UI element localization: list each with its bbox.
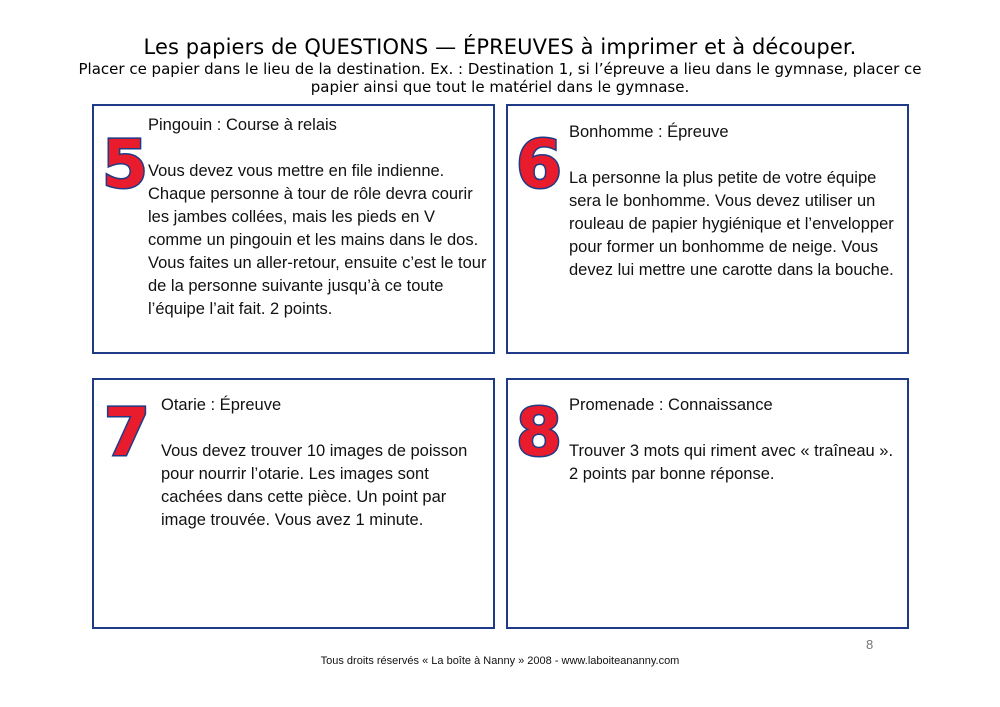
card-number: 5 — [102, 126, 148, 203]
card-text — [569, 121, 899, 282]
card-text — [148, 114, 488, 321]
card-heading: Pingouin : Course à relais — [148, 116, 337, 134]
page-number: 8 — [866, 637, 874, 652]
card-7 — [92, 378, 495, 629]
card-heading: Otarie : Épreuve — [161, 396, 282, 414]
card-body: Trouver 3 mots qui riment avec « traîneau ». 2 points par bonne réponse. — [569, 442, 894, 483]
card-number: 7 — [104, 394, 150, 471]
card-text — [569, 394, 901, 486]
page-title: Les papiers de QUESTIONS — ÉPREUVES à imprimer et à découper. — [143, 35, 857, 59]
card-8 — [506, 378, 909, 629]
card-number: 6 — [516, 126, 562, 203]
card-body: La personne la plus petite de votre équipe sera le bonhomme. Vous devez utiliser un rouleau de papier hygiénique et l’envelopper pour former un bonhomme de neige. Vous devez lui mettre une carotte dans la bouche. — [569, 169, 894, 279]
card-body: Vous devez vous mettre en file indienne. Chaque personne à tour de rôle devra courir les jambes collées, mais les pieds en V comme un pingouin et les mains dans le dos. Vous faites un aller-retour, ensuite c’est le tour de la personne suivante jusqu’à ce toute l’équipe l’ait fait. 2 points. — [148, 162, 487, 318]
card-heading: Bonhomme : Épreuve — [569, 123, 729, 141]
page-header — [0, 34, 1000, 96]
card-5 — [92, 104, 495, 354]
card-number: 8 — [516, 394, 562, 471]
card-6 — [506, 104, 909, 354]
card-text — [161, 394, 481, 532]
card-heading: Promenade : Connaissance — [569, 396, 773, 414]
footer-copyright: Tous droits réservés « La boîte à Nanny » 2008 - www.laboiteananny.com — [320, 655, 680, 667]
page-subtitle: Placer ce papier dans le lieu de la destination. Ex. : Destination 1, si l’épreuve a lieu dans le gymnase, placer ce papier ainsi que tout le matériel dans le gymnase. — [78, 60, 922, 96]
card-body: Vous devez trouver 10 images de poisson pour nourrir l’otarie. Les images sont cachées dans cette pièce. Un point par image trouvée. Vous avez 1 minute. — [161, 442, 468, 529]
